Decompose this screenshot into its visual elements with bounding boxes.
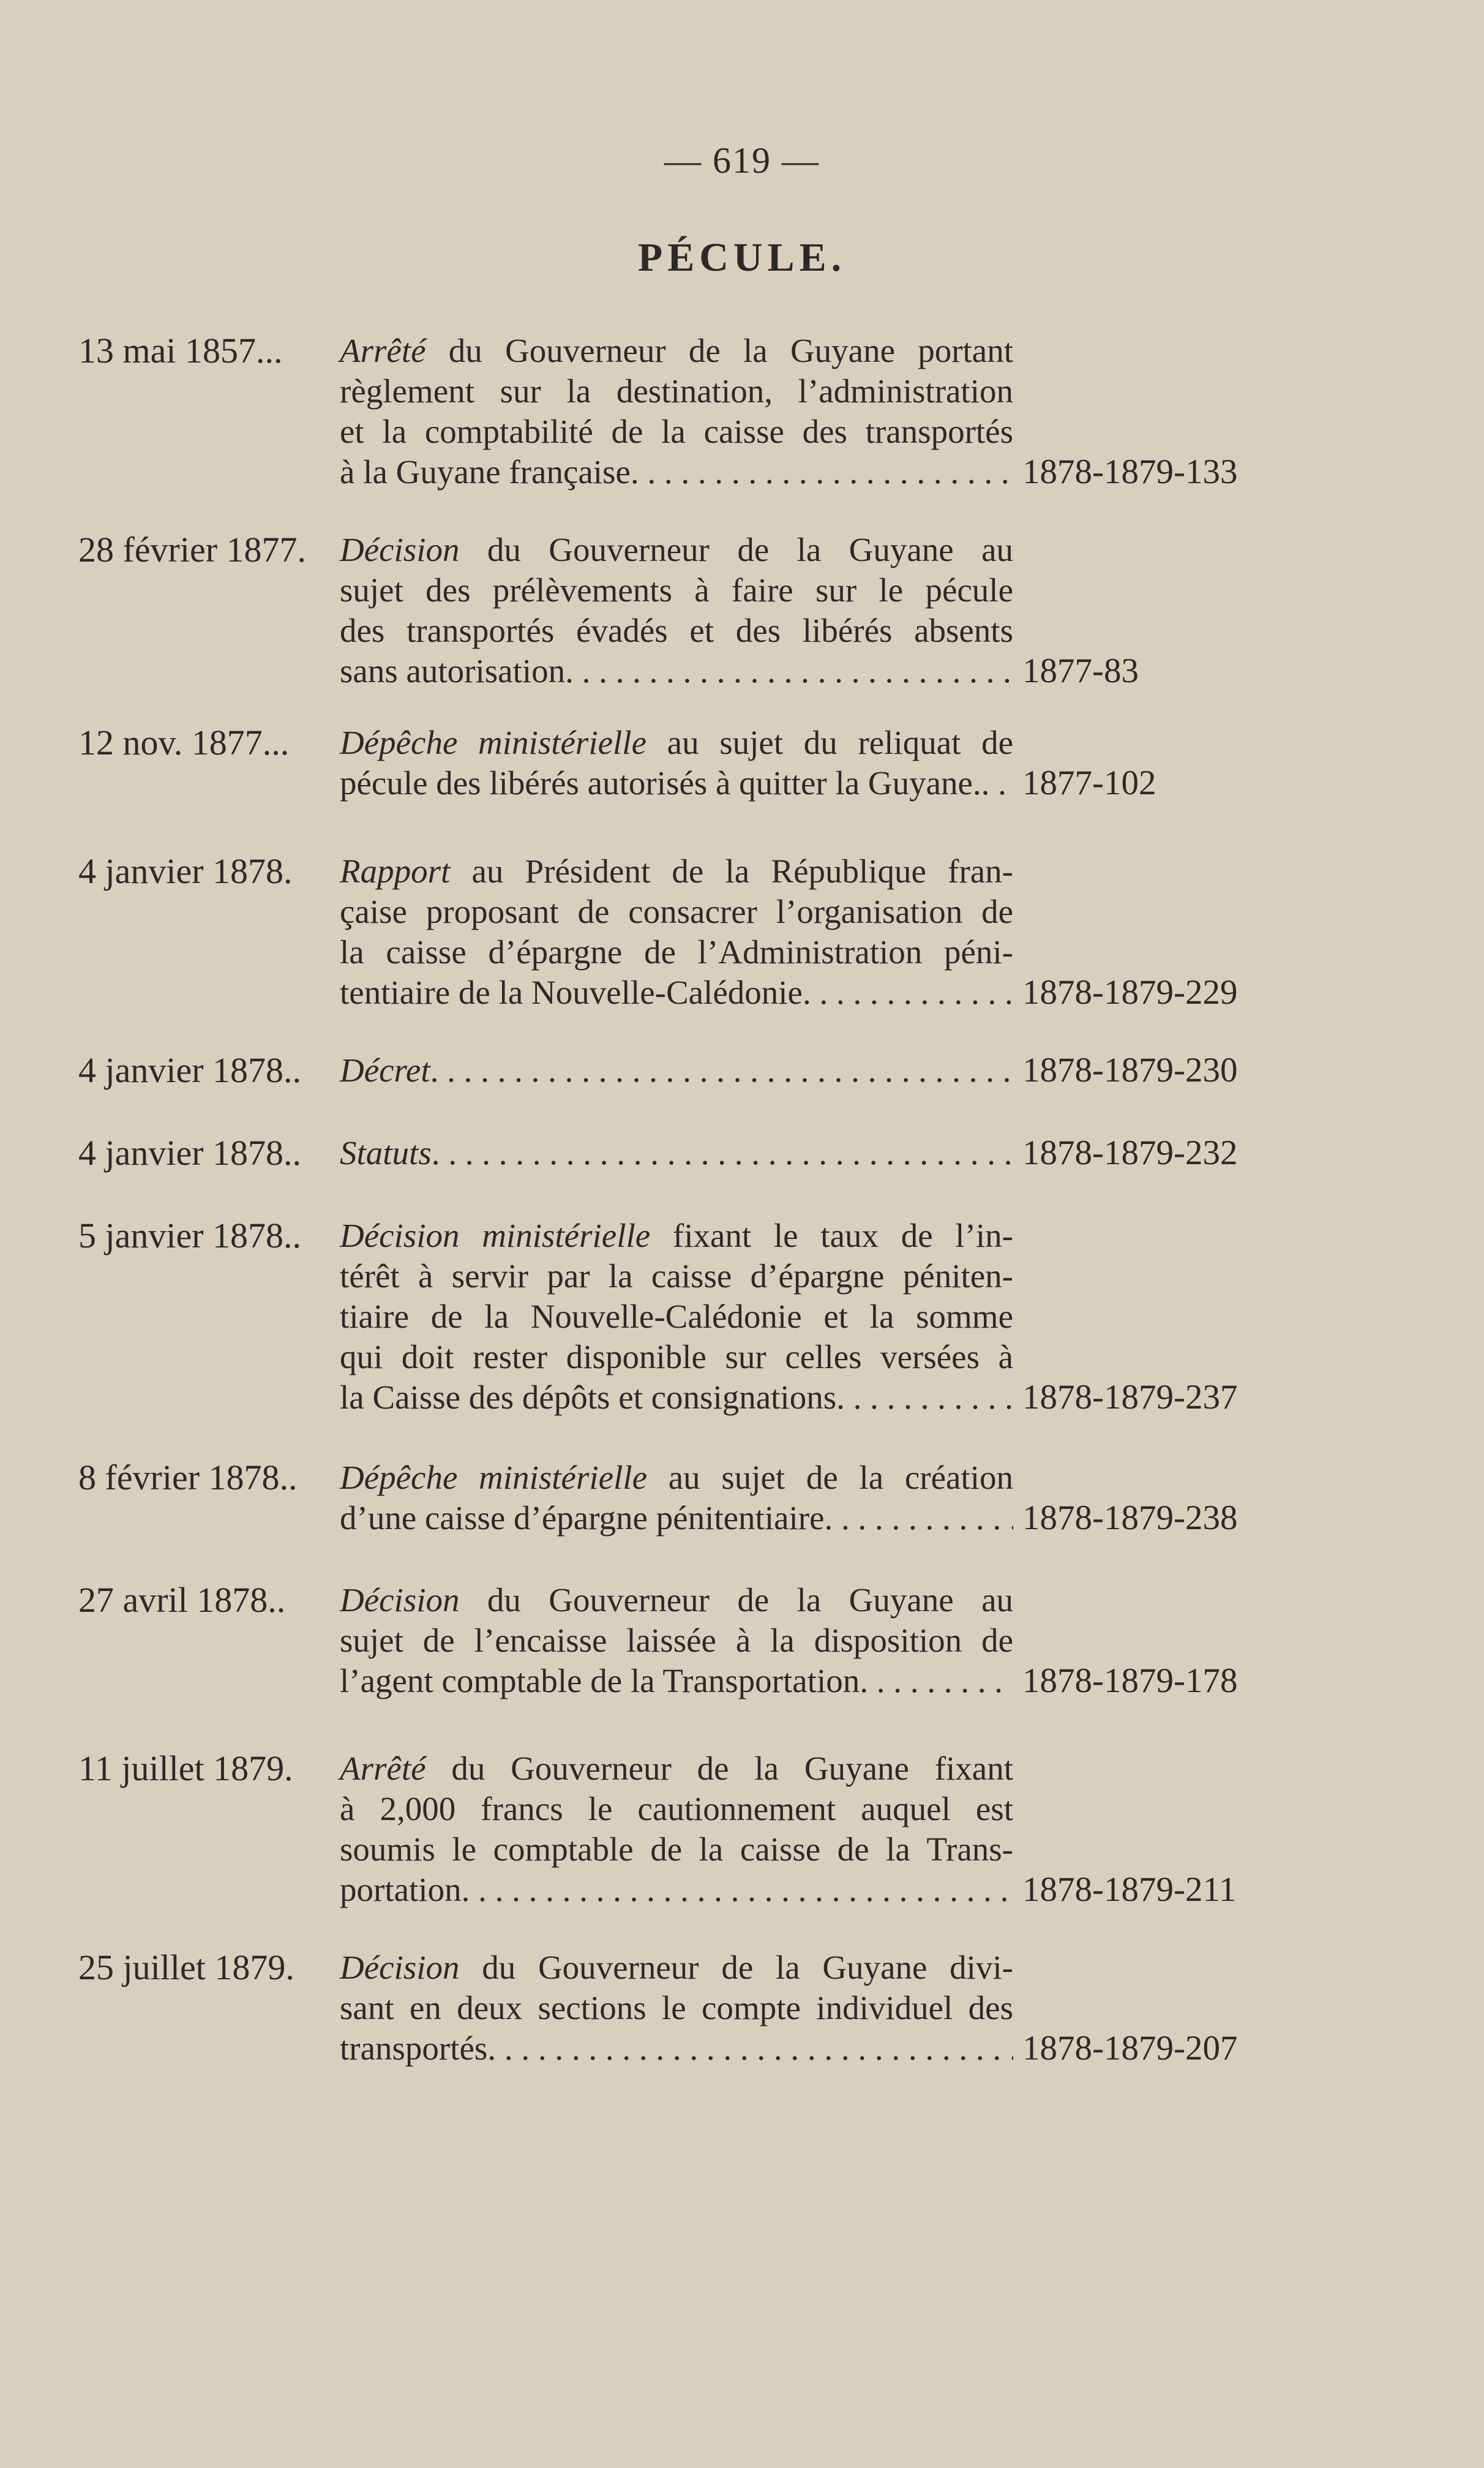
description-text [340,1459,1013,1496]
description-line-text: sujet de l’encaisse laissée à la disposition de [340,1622,1013,1659]
entry-document-type: Décret [340,1052,430,1089]
description-text [340,372,1013,410]
description-line-text: des transportés évadés et des libérés absents [340,612,1013,649]
leader-dots [836,1377,1013,1418]
description-line-text: au Président de la République fran- [471,852,1014,890]
description-line-text: la Caisse des dépôts et consignations [340,1379,837,1416]
description-line [340,1458,1013,1498]
description-text [340,1661,860,1701]
description-line [340,973,1013,1013]
description-line-text: à 2,000 francs le cautionnement auquel est [340,1790,1013,1827]
entry-reference: 1878-1879-207 [1022,2029,1238,2067]
description-line [340,1377,1013,1418]
description-line [340,1620,1013,1661]
description-text [340,1498,825,1538]
entry-date: 27 avril 1878.. [78,1580,286,1620]
description-line [340,763,1013,803]
leader-dots [803,973,1013,1013]
description-text [340,1133,432,1173]
entry-date: 8 février 1878.. [78,1458,298,1497]
entry-reference: 1878-1879-232 [1022,1134,1238,1172]
leader-dots [565,651,1013,691]
description-line [340,611,1013,651]
description-line-text: tiaire de la Nouvelle-Calédonie et la somme [340,1298,1013,1335]
description-text [340,1298,1013,1335]
entry-document-type: Dépêche ministérielle [340,1459,648,1496]
leader-dots [825,1498,1013,1538]
description-line-text: sans autorisation [340,652,566,690]
description-line [340,530,1013,570]
entry-date: 28 février 1877. [78,530,307,570]
entry-reference: 1878-1879-211 [1022,1870,1237,1909]
entry-reference: 1878-1879-229 [1022,973,1238,1012]
description-line [340,412,1013,452]
description-line-text: au sujet du reliquat de [667,724,1014,761]
description-line-text: et la comptabilité de la caisse des transportés [340,413,1013,450]
description-text [340,852,1013,890]
entry-date: 11 juillet 1879. [78,1748,293,1788]
entry-description [340,1947,1013,2069]
entry-document-type: Décision [340,1581,460,1619]
description-line [340,1661,1013,1701]
description-line-text: la caisse d’épargne de l’Administration péni- [340,933,1013,971]
description-line-text: du Gouverneur de la Guyane divi- [482,1949,1013,1986]
leader-dots [981,763,1013,803]
description-text [340,724,1013,761]
entry-document-type: Rapport [340,852,451,890]
description-text [340,1790,1013,1827]
entry-reference: 1877-83 [1022,652,1139,690]
description-line [340,1829,1013,1870]
description-line [340,1296,1013,1337]
description-text [340,1949,1013,1986]
entry-description [340,530,1013,691]
description-line-text: du Gouverneur de la Guyane au [487,531,1013,568]
description-line [340,723,1013,763]
leader-dots [462,1870,1013,1910]
entry-date: 5 janvier 1878.. [78,1216,302,1255]
entry-description [340,1133,1013,1173]
description-line-text: règlement sur la destination, l’administration [340,372,1013,410]
entry-document-type: Décision ministérielle [340,1217,651,1254]
description-text [340,452,631,492]
description-text [340,1217,1013,1254]
description-line [340,1947,1013,1988]
description-text [340,1830,1013,1868]
description-line [340,452,1013,492]
description-line [340,331,1013,371]
description-line-text: tentiaire de la Nouvelle-Calédonie [340,974,803,1011]
description-text [340,1581,1013,1619]
entry-description [340,1748,1013,1910]
description-line-text: du Gouverneur de la Guyane fixant [451,1750,1013,1787]
description-line-text: çaise proposant de consacrer l’organisation de [340,893,1013,930]
leader-dots [430,1050,1013,1091]
description-line-text: du Gouverneur de la Guyane portant [448,332,1014,369]
description-text [340,973,803,1013]
entry-description [340,1216,1013,1418]
description-text [340,933,1013,971]
entry-date: 25 juillet 1879. [78,1947,294,1987]
description-text [340,531,1013,568]
description-text [340,571,1013,609]
entry-document-type: Décision [340,531,460,568]
entry-reference: 1877-102 [1022,764,1156,802]
entry-reference: 1878-1879-238 [1022,1499,1238,1537]
page-number: — 619 — [664,140,820,181]
description-line-text: à la Guyane française [340,453,631,491]
leader-dots [860,1661,1013,1701]
description-line [340,1337,1013,1377]
description-text [340,1870,462,1910]
description-line-text: portation [340,1871,462,1908]
description-line [340,851,1013,892]
description-text [340,1622,1013,1659]
description-text [340,763,981,803]
description-text [340,1989,1013,2026]
entry-reference: 1878-1879-178 [1022,1661,1238,1700]
entry-document-type: Arrêté [340,332,426,369]
description-text [340,2028,487,2069]
entry-document-type: Dépêche ministérielle [340,724,646,761]
description-line [340,1870,1013,1910]
description-line-text: transportés [340,2030,488,2067]
leader-dots [432,1133,1013,1173]
description-line [340,2028,1013,2069]
description-line [340,1498,1013,1538]
entry-description [340,331,1013,492]
description-text [340,1750,1013,1787]
description-line-text: d’une caisse d’épargne pénitentiaire [340,1499,825,1537]
description-text [340,612,1013,649]
description-line-text: l’agent comptable de la Transportation [340,1662,860,1699]
description-line-text: térêt à servir par la caisse d’épargne péniten- [340,1257,1013,1295]
description-line [340,371,1013,412]
description-text [340,332,1013,369]
description-line [340,1216,1013,1256]
entry-document-type: Arrêté [340,1750,426,1787]
entry-date: 12 nov. 1877... [78,723,290,762]
entry-reference: 1878-1879-133 [1022,453,1238,491]
entry-description [340,1580,1013,1701]
entry-description [340,1458,1013,1538]
description-line [340,651,1013,691]
entry-document-type: Décision [340,1949,460,1986]
entry-date: 4 janvier 1878. [78,851,293,891]
page-title: PÉCULE. [637,235,847,280]
entry-reference: 1878-1879-230 [1022,1051,1238,1089]
description-line [340,1133,1013,1173]
entry-date: 4 janvier 1878.. [78,1050,302,1090]
description-line [340,570,1013,611]
description-line [340,932,1013,973]
description-text [340,413,1013,450]
description-line [340,1256,1013,1296]
entry-description [340,1050,1013,1091]
description-line [340,1789,1013,1829]
description-line [340,1580,1013,1620]
description-text [340,1257,1013,1295]
description-line-text: qui doit rester disponible sur celles versées à [340,1338,1013,1375]
description-text [340,1050,430,1091]
description-text [340,893,1013,930]
description-line-text: sujet des prélèvements à faire sur le pécule [340,571,1013,609]
description-line-text: fixant le taux de l’in- [672,1217,1014,1254]
entry-reference: 1878-1879-237 [1022,1378,1238,1416]
description-line [340,1050,1013,1091]
description-text [340,651,565,691]
leader-dots [631,452,1013,492]
entry-description [340,723,1013,803]
description-line [340,1988,1013,2028]
description-line [340,892,1013,932]
description-line-text: pécule des libérés autorisés à quitter la Guyane. [340,764,981,802]
entry-document-type: Statuts [340,1134,432,1172]
description-line-text: soumis le comptable de la caisse de la Trans- [340,1830,1013,1868]
description-line-text: sant en deux sections le compte individuel des [340,1989,1013,2026]
description-text [340,1338,1013,1375]
description-line-text: du Gouverneur de la Guyane au [487,1581,1013,1619]
leader-dots [487,2028,1013,2069]
description-line-text: au sujet de la création [668,1459,1014,1496]
entry-date: 4 janvier 1878.. [78,1133,302,1173]
entry-description [340,851,1013,1013]
description-line [340,1748,1013,1789]
entry-date: 13 mai 1857... [78,331,283,371]
description-text [340,1377,836,1418]
